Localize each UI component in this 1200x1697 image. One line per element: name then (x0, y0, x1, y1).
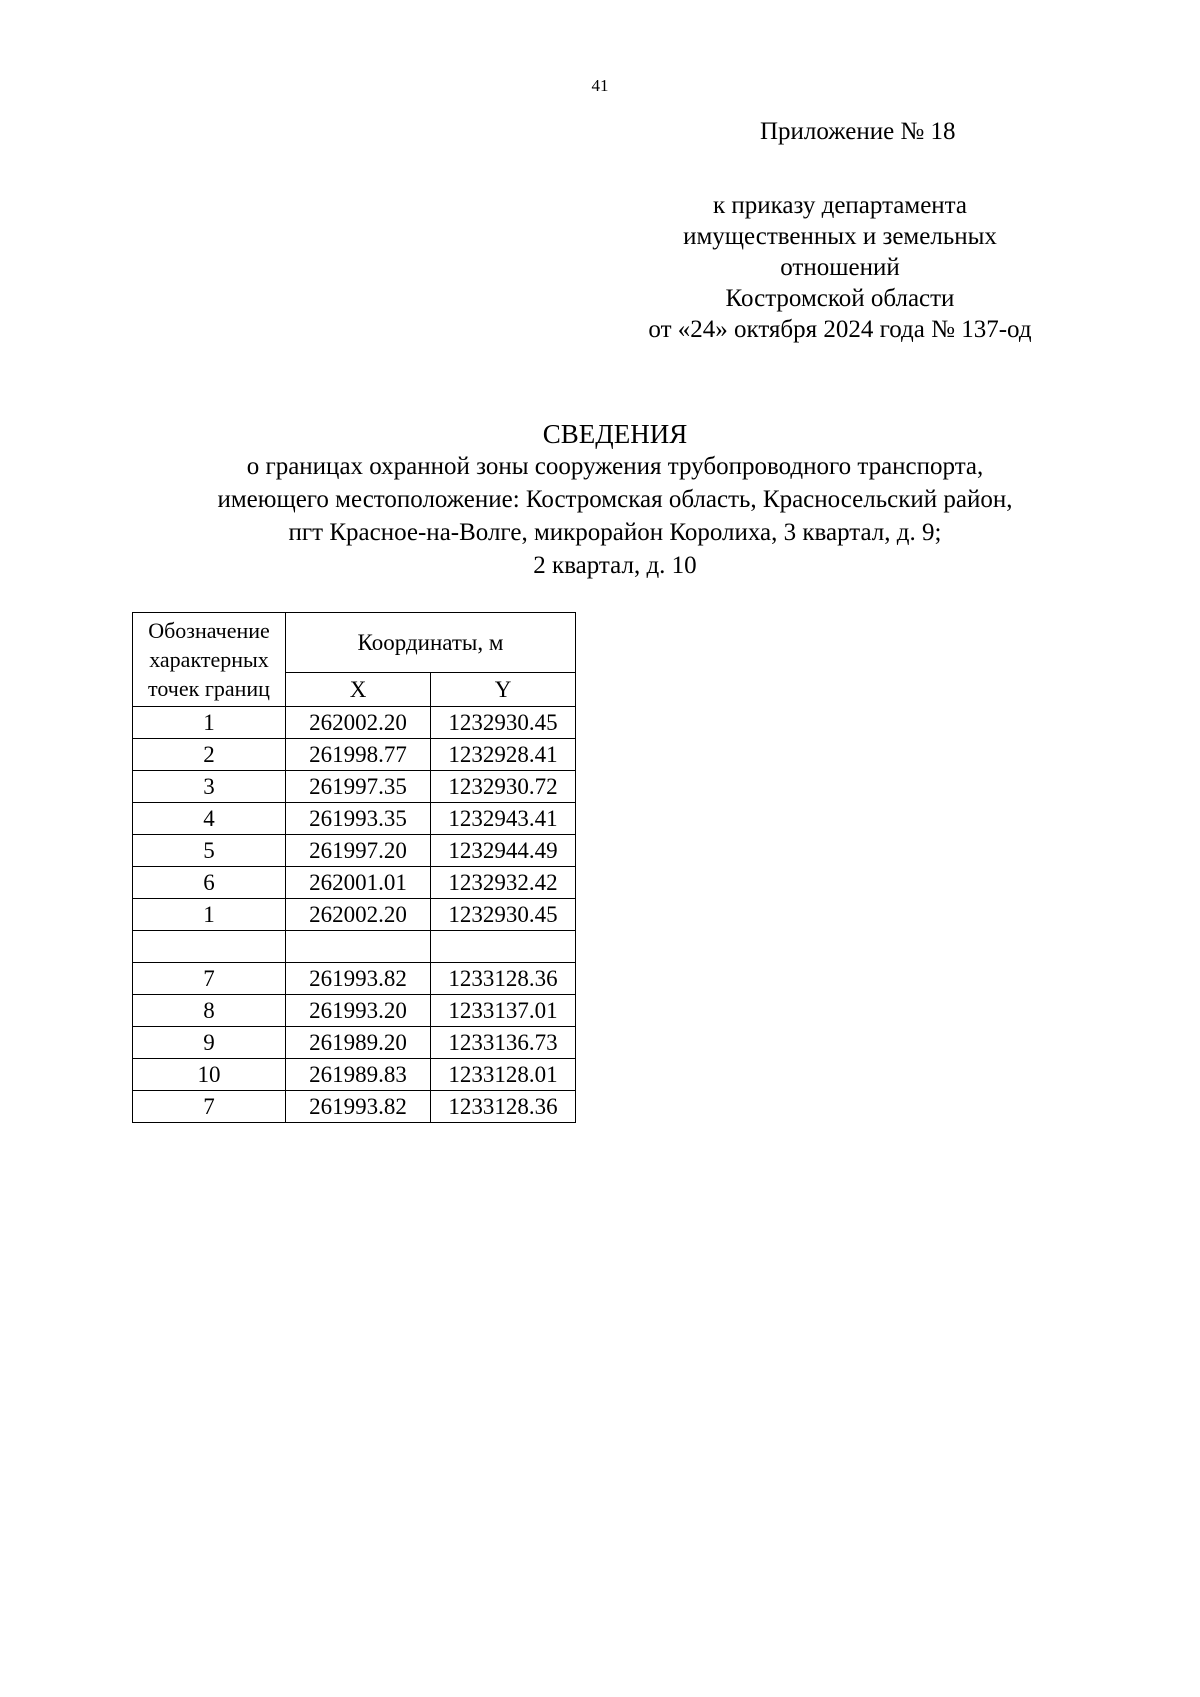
order-line: имущественных и земельных (683, 223, 997, 250)
cell-x: 261997.20 (286, 835, 431, 867)
cell-y (431, 931, 576, 963)
coordinates-table (132, 612, 576, 1123)
table-row (133, 931, 576, 963)
order-line: Костромской области (725, 285, 955, 312)
subheading-line: пгт Красное-на-Волге, микрорайон Королиха, 3 квартал, д. 9; (288, 519, 942, 546)
cell-x: 261993.82 (286, 1091, 431, 1123)
cell-y: 1232930.45 (431, 707, 576, 739)
cell-point: 10 (133, 1059, 286, 1091)
cell-x: 261989.83 (286, 1059, 431, 1091)
cell-y: 1232932.42 (431, 867, 576, 899)
document-heading: СВЕДЕНИЯ (542, 419, 688, 449)
order-line: от «24» октября 2024 года № 137-од (648, 316, 1032, 343)
cell-y: 1232930.45 (431, 899, 576, 931)
cell-x: 261993.20 (286, 995, 431, 1027)
cell-y: 1233128.36 (431, 963, 576, 995)
table-row (133, 1059, 576, 1091)
cell-y: 1233128.01 (431, 1059, 576, 1091)
cell-point: 6 (133, 867, 286, 899)
cell-point: 7 (133, 1091, 286, 1123)
header-point-designation (133, 613, 286, 707)
cell-y: 1232928.41 (431, 739, 576, 771)
header-y: Y (431, 672, 576, 706)
cell-point: 1 (133, 899, 286, 931)
header-designation-line: точек границ (148, 676, 270, 701)
cell-y: 1232930.72 (431, 771, 576, 803)
header-coordinates: Координаты, м (286, 613, 576, 673)
order-line: отношений (780, 254, 900, 281)
table-body (133, 707, 576, 1123)
header-x: X (286, 672, 431, 706)
cell-x: 262002.20 (286, 707, 431, 739)
table-row (133, 739, 576, 771)
cell-x: 261997.35 (286, 771, 431, 803)
table-row (133, 771, 576, 803)
header-designation-line: характерных (149, 647, 269, 672)
table-row (133, 803, 576, 835)
cell-x: 261993.82 (286, 963, 431, 995)
cell-y: 1233137.01 (431, 995, 576, 1027)
cell-point (133, 931, 286, 963)
table-row (133, 1027, 576, 1059)
table-row (133, 963, 576, 995)
subheading-line: о границах охранной зоны сооружения трубопроводного транспорта, (246, 453, 984, 480)
cell-point: 4 (133, 803, 286, 835)
cell-x: 262002.20 (286, 899, 431, 931)
order-line: к приказу департамента (712, 192, 968, 219)
cell-point: 5 (133, 835, 286, 867)
table-row (133, 707, 576, 739)
cell-x: 261993.35 (286, 803, 431, 835)
order-reference (580, 190, 1100, 345)
table-row (133, 995, 576, 1027)
cell-point: 8 (133, 995, 286, 1027)
subheading-line: имеющего местоположение: Костромская область, Красносельский район, (217, 486, 1013, 513)
page-number: 41 (591, 76, 609, 95)
cell-x: 261989.20 (286, 1027, 431, 1059)
cell-y: 1233128.36 (431, 1091, 576, 1123)
cell-x: 261998.77 (286, 739, 431, 771)
header-designation-line: Обозначение (148, 618, 270, 643)
cell-point: 3 (133, 771, 286, 803)
cell-y: 1232943.41 (431, 803, 576, 835)
table-row (133, 867, 576, 899)
cell-point: 9 (133, 1027, 286, 1059)
cell-point: 7 (133, 963, 286, 995)
table-row (133, 1091, 576, 1123)
table-header-row (133, 613, 576, 673)
subheading-line: 2 квартал, д. 10 (533, 552, 697, 579)
cell-point: 1 (133, 707, 286, 739)
cell-y: 1232944.49 (431, 835, 576, 867)
appendix-title: Приложение № 18 (760, 118, 956, 145)
document-subheading (0, 450, 1200, 582)
table-row (133, 899, 576, 931)
cell-y: 1233136.73 (431, 1027, 576, 1059)
cell-x (286, 931, 431, 963)
cell-x: 262001.01 (286, 867, 431, 899)
cell-point: 2 (133, 739, 286, 771)
table-row (133, 835, 576, 867)
